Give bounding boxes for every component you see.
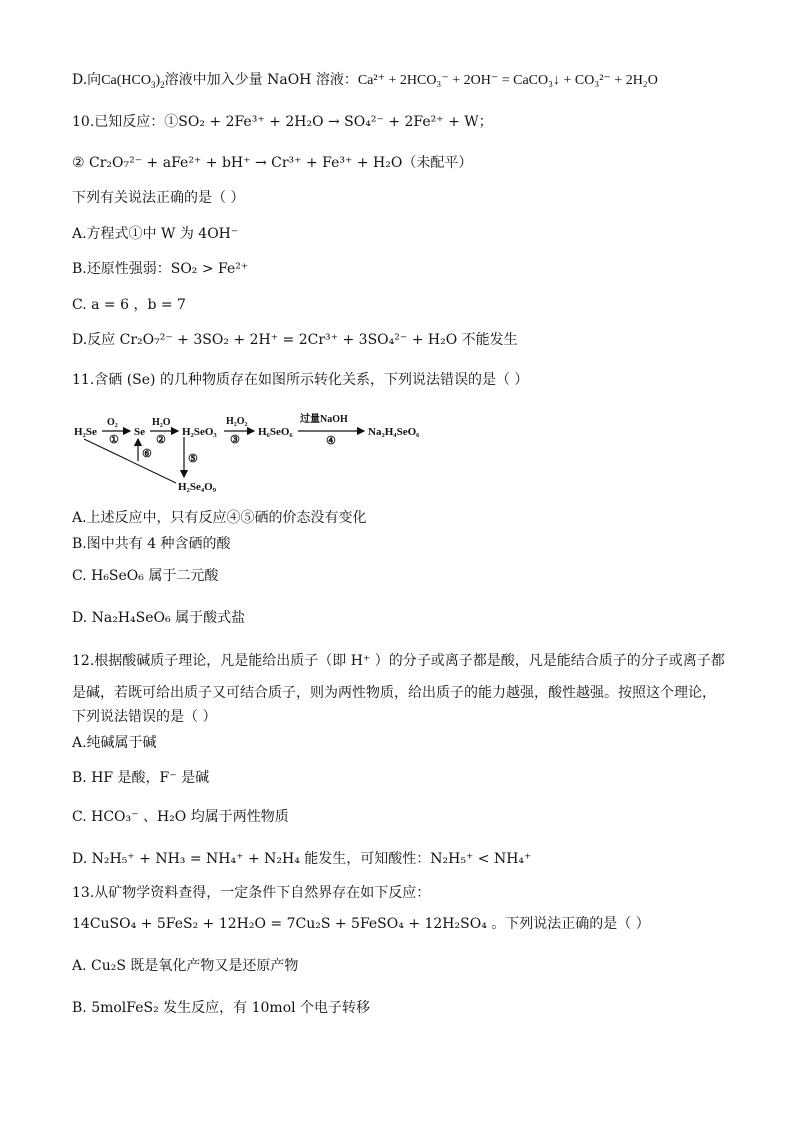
q10-stem-2: ② Cr₂O₇²⁻ + aFe²⁺ + bH⁺ → Cr³⁺ + Fe³⁺ + H₂O（未配平）: [72, 155, 473, 171]
q12-stem-1: 12.根据酸碱质子理论，凡是能给出质子（即 H⁺ ）的分子或离子都是酸，凡是能结合质子的分子或离子都: [72, 653, 725, 669]
q9-d-equation: Ca²⁺ + 2HCO₃⁻ + 2OH⁻ = CaCO₃↓ + CO₃²⁻ + 2H₂O: [357, 73, 658, 88]
species-h2seo3: H₂SeO₃: [182, 426, 217, 438]
q11-option-d: D. Na₂H₄SeO₆ 属于酸式盐: [72, 610, 246, 626]
q9-d-ca: Ca: [101, 73, 117, 88]
q11-option-b: B.图中共有 4 种含硒的酸: [72, 536, 231, 552]
q10-option-c: C. a = 6 ，b = 7: [72, 297, 186, 313]
q12-option-d: D. N₂H₅⁺ + NH₃ = NH₄⁺ + N₂H₄ 能发生，可知酸性：N₂H₅⁺ < NH₄⁺: [72, 851, 532, 867]
q12-option-a: A.纯碱属于碱: [72, 735, 157, 751]
q11-option-a: A.上述反应中，只有反应④⑤硒的价态没有变化: [72, 510, 367, 526]
q9-d-lead: D.向: [72, 72, 102, 88]
q12-stem-2: 是碱，若既可给出质子又可结合质子，则为两性物质，给出质子的能力越强，酸性越强。按照这个理论，: [72, 685, 716, 701]
species-se: Se: [134, 426, 145, 438]
q10-option-a: A.方程式①中 W 为 4OH⁻: [72, 226, 239, 242]
species-h2se4o9: H₂Se₄O₉: [178, 481, 217, 493]
q10-option-d: D.反应 Cr₂O₇²⁻ + 3SO₂ + 2H⁺ = 2Cr³⁺ + 3SO₄²⁻ + H₂O 不能发生: [72, 332, 518, 348]
q13-stem-1: 13.从矿物学资料查得，一定条件下自然界存在如下反应：: [72, 885, 431, 901]
q12-option-c: C. HCO₃⁻ 、H₂O 均属于两性物质: [72, 809, 289, 825]
q13-option-a: A. Cu₂S 既是氧化产物又是还原产物: [72, 958, 299, 974]
q11-option-c: C. H₆SeO₆ 属于二元酸: [72, 568, 219, 584]
arrow-2-reagent: H₂O: [152, 417, 171, 428]
arrow-6-number: ⑥: [142, 448, 152, 460]
q9-d-mid: 溶液中加入少量 NaOH 溶液：: [164, 72, 358, 88]
q12-option-b: B. HF 是酸，F⁻ 是碱: [72, 770, 210, 786]
q9-option-d: [72, 70, 658, 91]
q9-d-sub3: 3: [150, 79, 156, 90]
arrow-1-reagent: O₂: [107, 417, 118, 428]
arrow-5-number: ⑤: [188, 453, 198, 465]
arrow-1-number: ①: [109, 434, 119, 446]
species-h2se: H₂Se: [74, 426, 97, 438]
q9-d-hco: (HCO: [116, 73, 151, 88]
q9-d-sub2: 2: [160, 79, 165, 90]
q13-stem-2: 14CuSO₄ + 5FeS₂ + 12H₂O = 7Cu₂S + 5FeSO₄ + 12H₂SO₄ 。下列说法正确的是（ ）: [72, 916, 650, 932]
q12-stem-3: 下列说法错误的是（ ）: [72, 709, 217, 725]
q10-option-b: B.还原性强弱：SO₂ > Fe²⁺: [72, 261, 249, 277]
q11-stem: 11.含硒 (Se) 的几种物质存在如图所示转化关系，下列说法错误的是（ ）: [72, 372, 529, 388]
q13-option-b: B. 5molFeS₂ 发生反应，有 10mol 个电子转移: [72, 1000, 371, 1016]
selenium-conversion-diagram: [72, 405, 442, 497]
arrow-3-number: ③: [230, 434, 240, 446]
arrow-2-number: ②: [156, 434, 166, 446]
arrow-4-reagent: 过量NaOH: [300, 414, 348, 425]
arrow-3-reagent: H₂O₂: [226, 416, 248, 427]
q10-question: 下列有关说法正确的是（ ）: [72, 190, 245, 206]
species-na2h4seo6: Na₂H₄SeO₆: [368, 426, 420, 438]
q10-stem-1: 10.已知反应：①SO₂ + 2Fe³⁺ + 2H₂O → SO₄²⁻ + 2Fe²⁺ + W；: [72, 114, 493, 130]
q9-d-close: ): [155, 73, 161, 88]
arrow-4-number: ④: [326, 435, 336, 447]
species-h6seo6: H₆SeO₆: [258, 426, 293, 438]
q9-d-formula: [101, 73, 164, 88]
